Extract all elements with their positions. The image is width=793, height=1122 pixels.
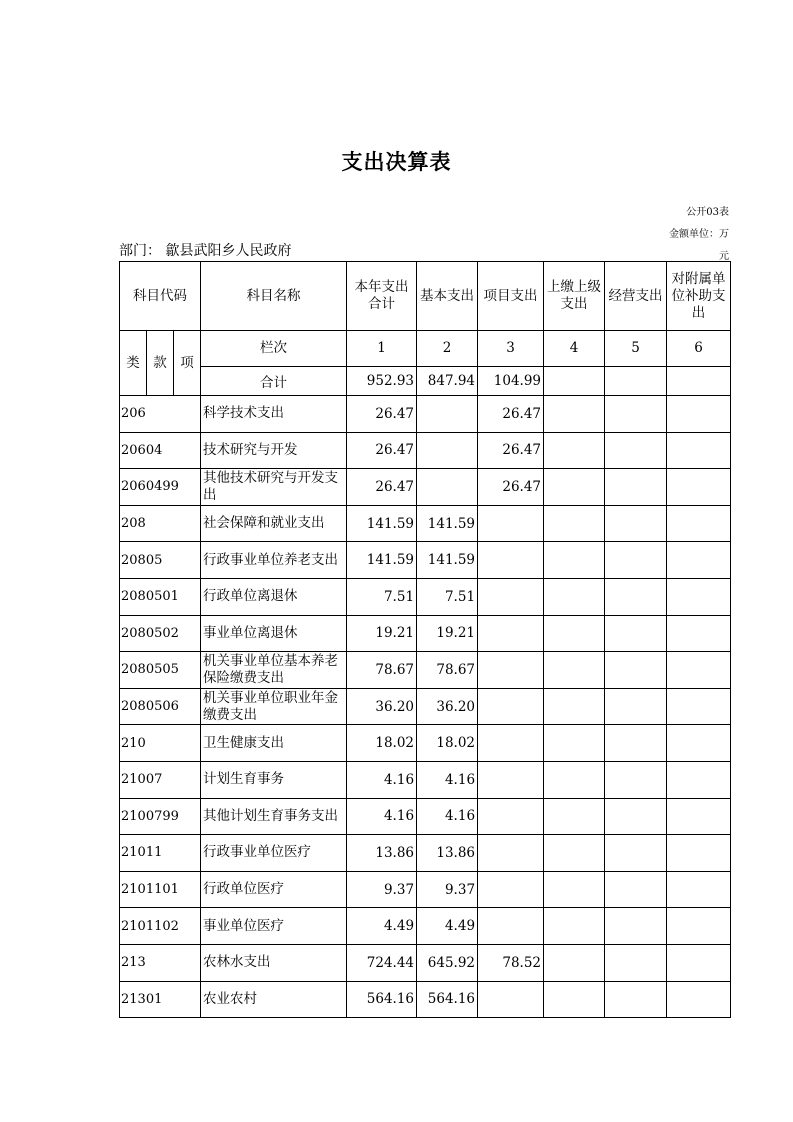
row-col6	[667, 725, 731, 762]
row-col4	[544, 542, 605, 579]
row-col6	[667, 871, 731, 908]
row-col3	[478, 908, 544, 945]
unit-note: 金额单位：万	[669, 229, 729, 240]
expenditure-table	[119, 261, 731, 1018]
row-col6	[667, 908, 731, 945]
total-col6	[667, 367, 731, 396]
column-index-row	[120, 331, 731, 367]
row-col3: 26.47	[478, 469, 544, 506]
table-row	[120, 798, 731, 835]
row-col5	[605, 798, 667, 835]
department-label: 部门： 歙县武阳乡人民政府	[119, 243, 292, 259]
row-col2: 13.86	[417, 835, 478, 872]
row-name: 其他计划生育事务支出	[201, 798, 347, 835]
row-col4	[544, 396, 605, 433]
row-col1: 4.16	[347, 798, 417, 835]
row-col4	[544, 835, 605, 872]
row-col1: 4.49	[347, 908, 417, 945]
table-row	[120, 432, 731, 469]
total-col3: 104.99	[478, 367, 544, 396]
row-name: 社会保障和就业支出	[201, 505, 347, 542]
total-col2: 847.94	[417, 367, 478, 396]
row-code: 2101102	[120, 908, 201, 945]
row-col5	[605, 835, 667, 872]
row-col3	[478, 798, 544, 835]
row-col5	[605, 432, 667, 469]
row-code: 21011	[120, 835, 201, 872]
row-col1: 564.16	[347, 981, 417, 1018]
table-row	[120, 505, 731, 542]
header-col5: 经营支出	[605, 262, 667, 331]
header-col1: 本年支出合计	[347, 262, 417, 331]
table-row	[120, 981, 731, 1018]
row-col3: 78.52	[478, 944, 544, 981]
header-col3: 项目支出	[478, 262, 544, 331]
row-col6	[667, 469, 731, 506]
table-row	[120, 835, 731, 872]
row-col6	[667, 652, 731, 689]
row-col1: 724.44	[347, 944, 417, 981]
row-col1: 19.21	[347, 615, 417, 652]
header-col6: 对附属单位补助支出	[667, 262, 731, 331]
row-col4	[544, 871, 605, 908]
row-col1: 7.51	[347, 578, 417, 615]
index-5: 5	[605, 331, 667, 367]
row-col2: 4.49	[417, 908, 478, 945]
row-name: 卫生健康支出	[201, 725, 347, 762]
row-col4	[544, 725, 605, 762]
row-col5	[605, 944, 667, 981]
row-code: 206	[120, 396, 201, 433]
row-col2: 36.20	[417, 688, 478, 725]
row-col2: 645.92	[417, 944, 478, 981]
total-row	[120, 367, 731, 396]
row-col5	[605, 652, 667, 689]
row-code: 20604	[120, 432, 201, 469]
row-col2: 78.67	[417, 652, 478, 689]
total-col1: 952.93	[347, 367, 417, 396]
row-col6	[667, 396, 731, 433]
row-code: 2060499	[120, 469, 201, 506]
row-code: 213	[120, 944, 201, 981]
row-col1: 26.47	[347, 396, 417, 433]
table-row	[120, 469, 731, 506]
row-col1: 26.47	[347, 469, 417, 506]
row-col2	[417, 469, 478, 506]
row-col5	[605, 578, 667, 615]
row-code: 208	[120, 505, 201, 542]
row-name: 农林水支出	[201, 944, 347, 981]
row-col4	[544, 908, 605, 945]
row-name: 行政单位离退休	[201, 578, 347, 615]
row-name: 农业农村	[201, 981, 347, 1018]
row-col5	[605, 688, 667, 725]
row-name: 机关事业单位基本养老保险缴费支出	[201, 652, 347, 689]
row-col5	[605, 908, 667, 945]
row-col5	[605, 615, 667, 652]
row-col4	[544, 469, 605, 506]
row-col6	[667, 505, 731, 542]
row-col2: 18.02	[417, 725, 478, 762]
header-xiang: 项	[174, 331, 201, 396]
table-row	[120, 871, 731, 908]
total-col5	[605, 367, 667, 396]
header-lanci: 栏次	[201, 331, 347, 367]
row-col4	[544, 652, 605, 689]
table-row	[120, 652, 731, 689]
row-name: 机关事业单位职业年金缴费支出	[201, 688, 347, 725]
row-code: 21301	[120, 981, 201, 1018]
index-3: 3	[478, 331, 544, 367]
row-col5	[605, 871, 667, 908]
row-col4	[544, 615, 605, 652]
row-col3: 26.47	[478, 396, 544, 433]
row-col3	[478, 615, 544, 652]
row-col6	[667, 761, 731, 798]
row-col1: 13.86	[347, 835, 417, 872]
row-name: 行政事业单位养老支出	[201, 542, 347, 579]
row-col2: 7.51	[417, 578, 478, 615]
row-col6	[667, 542, 731, 579]
row-col2: 4.16	[417, 761, 478, 798]
row-name: 事业单位离退休	[201, 615, 347, 652]
row-col5	[605, 469, 667, 506]
table-row	[120, 615, 731, 652]
row-col1: 18.02	[347, 725, 417, 762]
row-name: 计划生育事务	[201, 761, 347, 798]
table-row	[120, 944, 731, 981]
row-col4	[544, 432, 605, 469]
row-col3	[478, 981, 544, 1018]
row-col6	[667, 578, 731, 615]
row-col5	[605, 725, 667, 762]
row-col6	[667, 615, 731, 652]
header-col2: 基本支出	[417, 262, 478, 331]
row-col4	[544, 761, 605, 798]
row-col4	[544, 688, 605, 725]
row-col3	[478, 725, 544, 762]
table-number-note: 公开03表	[686, 207, 729, 218]
row-col1: 9.37	[347, 871, 417, 908]
header-row	[120, 262, 731, 331]
row-col6	[667, 981, 731, 1018]
row-col3	[478, 542, 544, 579]
row-col5	[605, 396, 667, 433]
index-6: 6	[667, 331, 731, 367]
row-col6	[667, 688, 731, 725]
row-col3	[478, 652, 544, 689]
row-col4	[544, 505, 605, 542]
row-col3	[478, 835, 544, 872]
header-name: 科目名称	[201, 262, 347, 331]
header-col4: 上缴上级支出	[544, 262, 605, 331]
row-col6	[667, 798, 731, 835]
row-col1: 141.59	[347, 505, 417, 542]
row-col4	[544, 944, 605, 981]
row-col4	[544, 981, 605, 1018]
row-col3	[478, 578, 544, 615]
row-col1: 4.16	[347, 761, 417, 798]
row-code: 2100799	[120, 798, 201, 835]
row-col1: 26.47	[347, 432, 417, 469]
row-code: 20805	[120, 542, 201, 579]
row-code: 2080501	[120, 578, 201, 615]
row-code: 2080505	[120, 652, 201, 689]
table-row	[120, 725, 731, 762]
index-4: 4	[544, 331, 605, 367]
row-col5	[605, 542, 667, 579]
row-code: 2080502	[120, 615, 201, 652]
index-2: 2	[417, 331, 478, 367]
row-code: 2080506	[120, 688, 201, 725]
header-lei: 类	[120, 331, 147, 396]
row-col4	[544, 798, 605, 835]
row-col5	[605, 761, 667, 798]
table-row	[120, 761, 731, 798]
row-col6	[667, 432, 731, 469]
row-col3: 26.47	[478, 432, 544, 469]
table-row	[120, 688, 731, 725]
row-col3	[478, 871, 544, 908]
table-row	[120, 542, 731, 579]
table-row	[120, 396, 731, 433]
total-col4	[544, 367, 605, 396]
row-name: 事业单位医疗	[201, 908, 347, 945]
row-col5	[605, 505, 667, 542]
row-col1: 141.59	[347, 542, 417, 579]
header-code: 科目代码	[120, 262, 201, 331]
row-code: 21007	[120, 761, 201, 798]
row-code: 210	[120, 725, 201, 762]
row-col2: 19.21	[417, 615, 478, 652]
page-title: 支出决算表	[341, 149, 452, 174]
row-col1: 36.20	[347, 688, 417, 725]
row-col1: 78.67	[347, 652, 417, 689]
row-col6	[667, 944, 731, 981]
row-col2	[417, 432, 478, 469]
unit-note-continued: 元	[719, 251, 729, 262]
row-col3	[478, 505, 544, 542]
row-col3	[478, 761, 544, 798]
row-name: 行政事业单位医疗	[201, 835, 347, 872]
row-col2	[417, 396, 478, 433]
row-name: 其他技术研究与开发支出	[201, 469, 347, 506]
index-1: 1	[347, 331, 417, 367]
row-col3	[478, 688, 544, 725]
header-kuan: 款	[147, 331, 174, 396]
table-row	[120, 578, 731, 615]
table-row	[120, 908, 731, 945]
row-col2: 141.59	[417, 505, 478, 542]
row-col6	[667, 835, 731, 872]
row-name: 技术研究与开发	[201, 432, 347, 469]
row-col2: 9.37	[417, 871, 478, 908]
row-col2: 141.59	[417, 542, 478, 579]
total-label: 合计	[201, 367, 347, 396]
row-code: 2101101	[120, 871, 201, 908]
row-col4	[544, 578, 605, 615]
row-name: 科学技术支出	[201, 396, 347, 433]
row-col2: 4.16	[417, 798, 478, 835]
row-col2: 564.16	[417, 981, 478, 1018]
row-col5	[605, 981, 667, 1018]
row-name: 行政单位医疗	[201, 871, 347, 908]
